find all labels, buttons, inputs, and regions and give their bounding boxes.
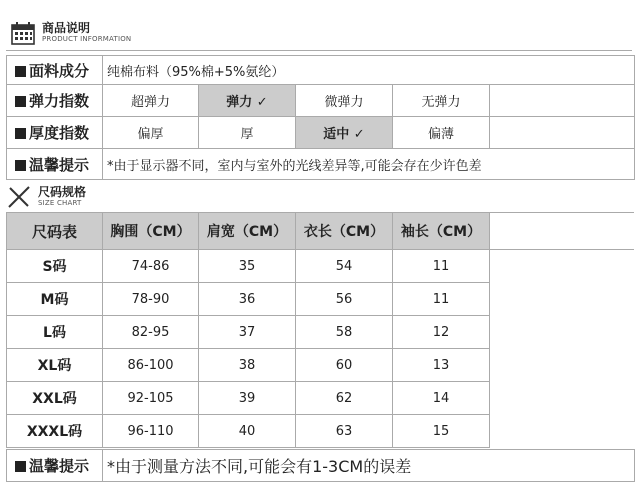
size-chart-header xyxy=(0,181,86,213)
column-header: 胸围（CM） xyxy=(103,213,199,250)
table-cell: 86-100 xyxy=(103,349,199,382)
elasticity-option: 无弹力 xyxy=(393,85,490,117)
table-cell: 37 xyxy=(199,316,296,349)
column-header: 衣长（CM） xyxy=(296,213,393,250)
size-table-header xyxy=(7,213,490,250)
size-cell: XXL码 xyxy=(7,382,103,415)
product-info-title: 商品说明 xyxy=(42,21,91,35)
table-cell: 54 xyxy=(296,250,393,283)
size-cell: S码 xyxy=(7,250,103,283)
fabric-value: 纯棉布料（95%棉+5%氨纶） xyxy=(103,56,635,85)
ruler-pencil-icon xyxy=(6,184,32,210)
table-cell: 11 xyxy=(393,283,490,316)
thickness-option: 偏厚 xyxy=(103,117,199,149)
thickness-option: 偏薄 xyxy=(393,117,490,149)
table-row xyxy=(7,349,490,382)
table-cell: 13 xyxy=(393,349,490,382)
empty-cell xyxy=(490,85,635,117)
calendar-icon xyxy=(10,20,36,46)
fabric-label: 面料成分 xyxy=(7,56,103,85)
table-cell: 12 xyxy=(393,316,490,349)
thickness-option: 厚 xyxy=(199,117,296,149)
table-cell: 62 xyxy=(296,382,393,415)
square-bullet-icon xyxy=(15,128,26,139)
table-cell: 82-95 xyxy=(103,316,199,349)
thickness-row xyxy=(7,117,635,149)
thickness-option-selected: 适中 ✓ xyxy=(296,117,393,149)
table-row xyxy=(7,382,490,415)
table-cell: 14 xyxy=(393,382,490,415)
notice-row xyxy=(7,450,635,482)
elasticity-option-selected: 弹力 ✓ xyxy=(199,85,296,117)
elasticity-option: 微弹力 xyxy=(296,85,393,117)
notice-text: *由于测量方法不同,可能会有1-3CM的误差 xyxy=(103,450,635,482)
table-cell: 15 xyxy=(393,415,490,448)
column-header: 肩宽（CM） xyxy=(199,213,296,250)
square-bullet-icon xyxy=(15,66,26,77)
empty-cell xyxy=(490,117,635,149)
size-cell: M码 xyxy=(7,283,103,316)
table-cell: 92-105 xyxy=(103,382,199,415)
table-cell: 56 xyxy=(296,283,393,316)
table-row xyxy=(7,283,490,316)
table-cell: 63 xyxy=(296,415,393,448)
size-table xyxy=(6,212,490,448)
square-bullet-icon xyxy=(15,461,26,472)
notice-row xyxy=(7,149,635,180)
table-cell: 40 xyxy=(199,415,296,448)
table-row xyxy=(7,250,490,283)
divider xyxy=(489,212,634,213)
table-row xyxy=(7,316,490,349)
table-cell: 74-86 xyxy=(103,250,199,283)
elasticity-option: 超弹力 xyxy=(103,85,199,117)
table-cell: 36 xyxy=(199,283,296,316)
size-cell: XL码 xyxy=(7,349,103,382)
table-cell: 39 xyxy=(199,382,296,415)
elasticity-label: 弹力指数 xyxy=(7,85,103,117)
table-cell: 60 xyxy=(296,349,393,382)
table-cell: 11 xyxy=(393,250,490,283)
thickness-label: 厚度指数 xyxy=(7,117,103,149)
table-cell: 35 xyxy=(199,250,296,283)
square-bullet-icon xyxy=(15,160,26,171)
square-bullet-icon xyxy=(15,96,26,107)
table-row xyxy=(7,415,490,448)
size-cell: L码 xyxy=(7,316,103,349)
table-cell: 38 xyxy=(199,349,296,382)
notice-label: 温馨提示 xyxy=(7,450,103,482)
column-header: 袖长（CM） xyxy=(393,213,490,250)
divider xyxy=(489,249,634,250)
table-cell: 78-90 xyxy=(103,283,199,316)
product-info-table xyxy=(6,55,635,180)
size-cell: XXXL码 xyxy=(7,415,103,448)
product-info-header xyxy=(0,15,131,51)
table-cell: 58 xyxy=(296,316,393,349)
elasticity-row xyxy=(7,85,635,117)
measure-notice-table xyxy=(6,449,635,482)
product-info-subtitle: PRODUCT INFORMATION xyxy=(42,35,132,43)
fabric-row xyxy=(7,56,635,85)
size-chart-subtitle: SIZE CHART xyxy=(38,199,82,207)
table-cell: 96-110 xyxy=(103,415,199,448)
divider xyxy=(6,50,632,51)
notice-text: *由于显示器不同，室内与室外的光线差异等,可能会存在少许色差 xyxy=(103,149,635,180)
size-chart-title: 尺码规格 xyxy=(38,185,87,199)
notice-label: 温馨提示 xyxy=(7,149,103,180)
column-header: 尺码表 xyxy=(7,213,103,250)
